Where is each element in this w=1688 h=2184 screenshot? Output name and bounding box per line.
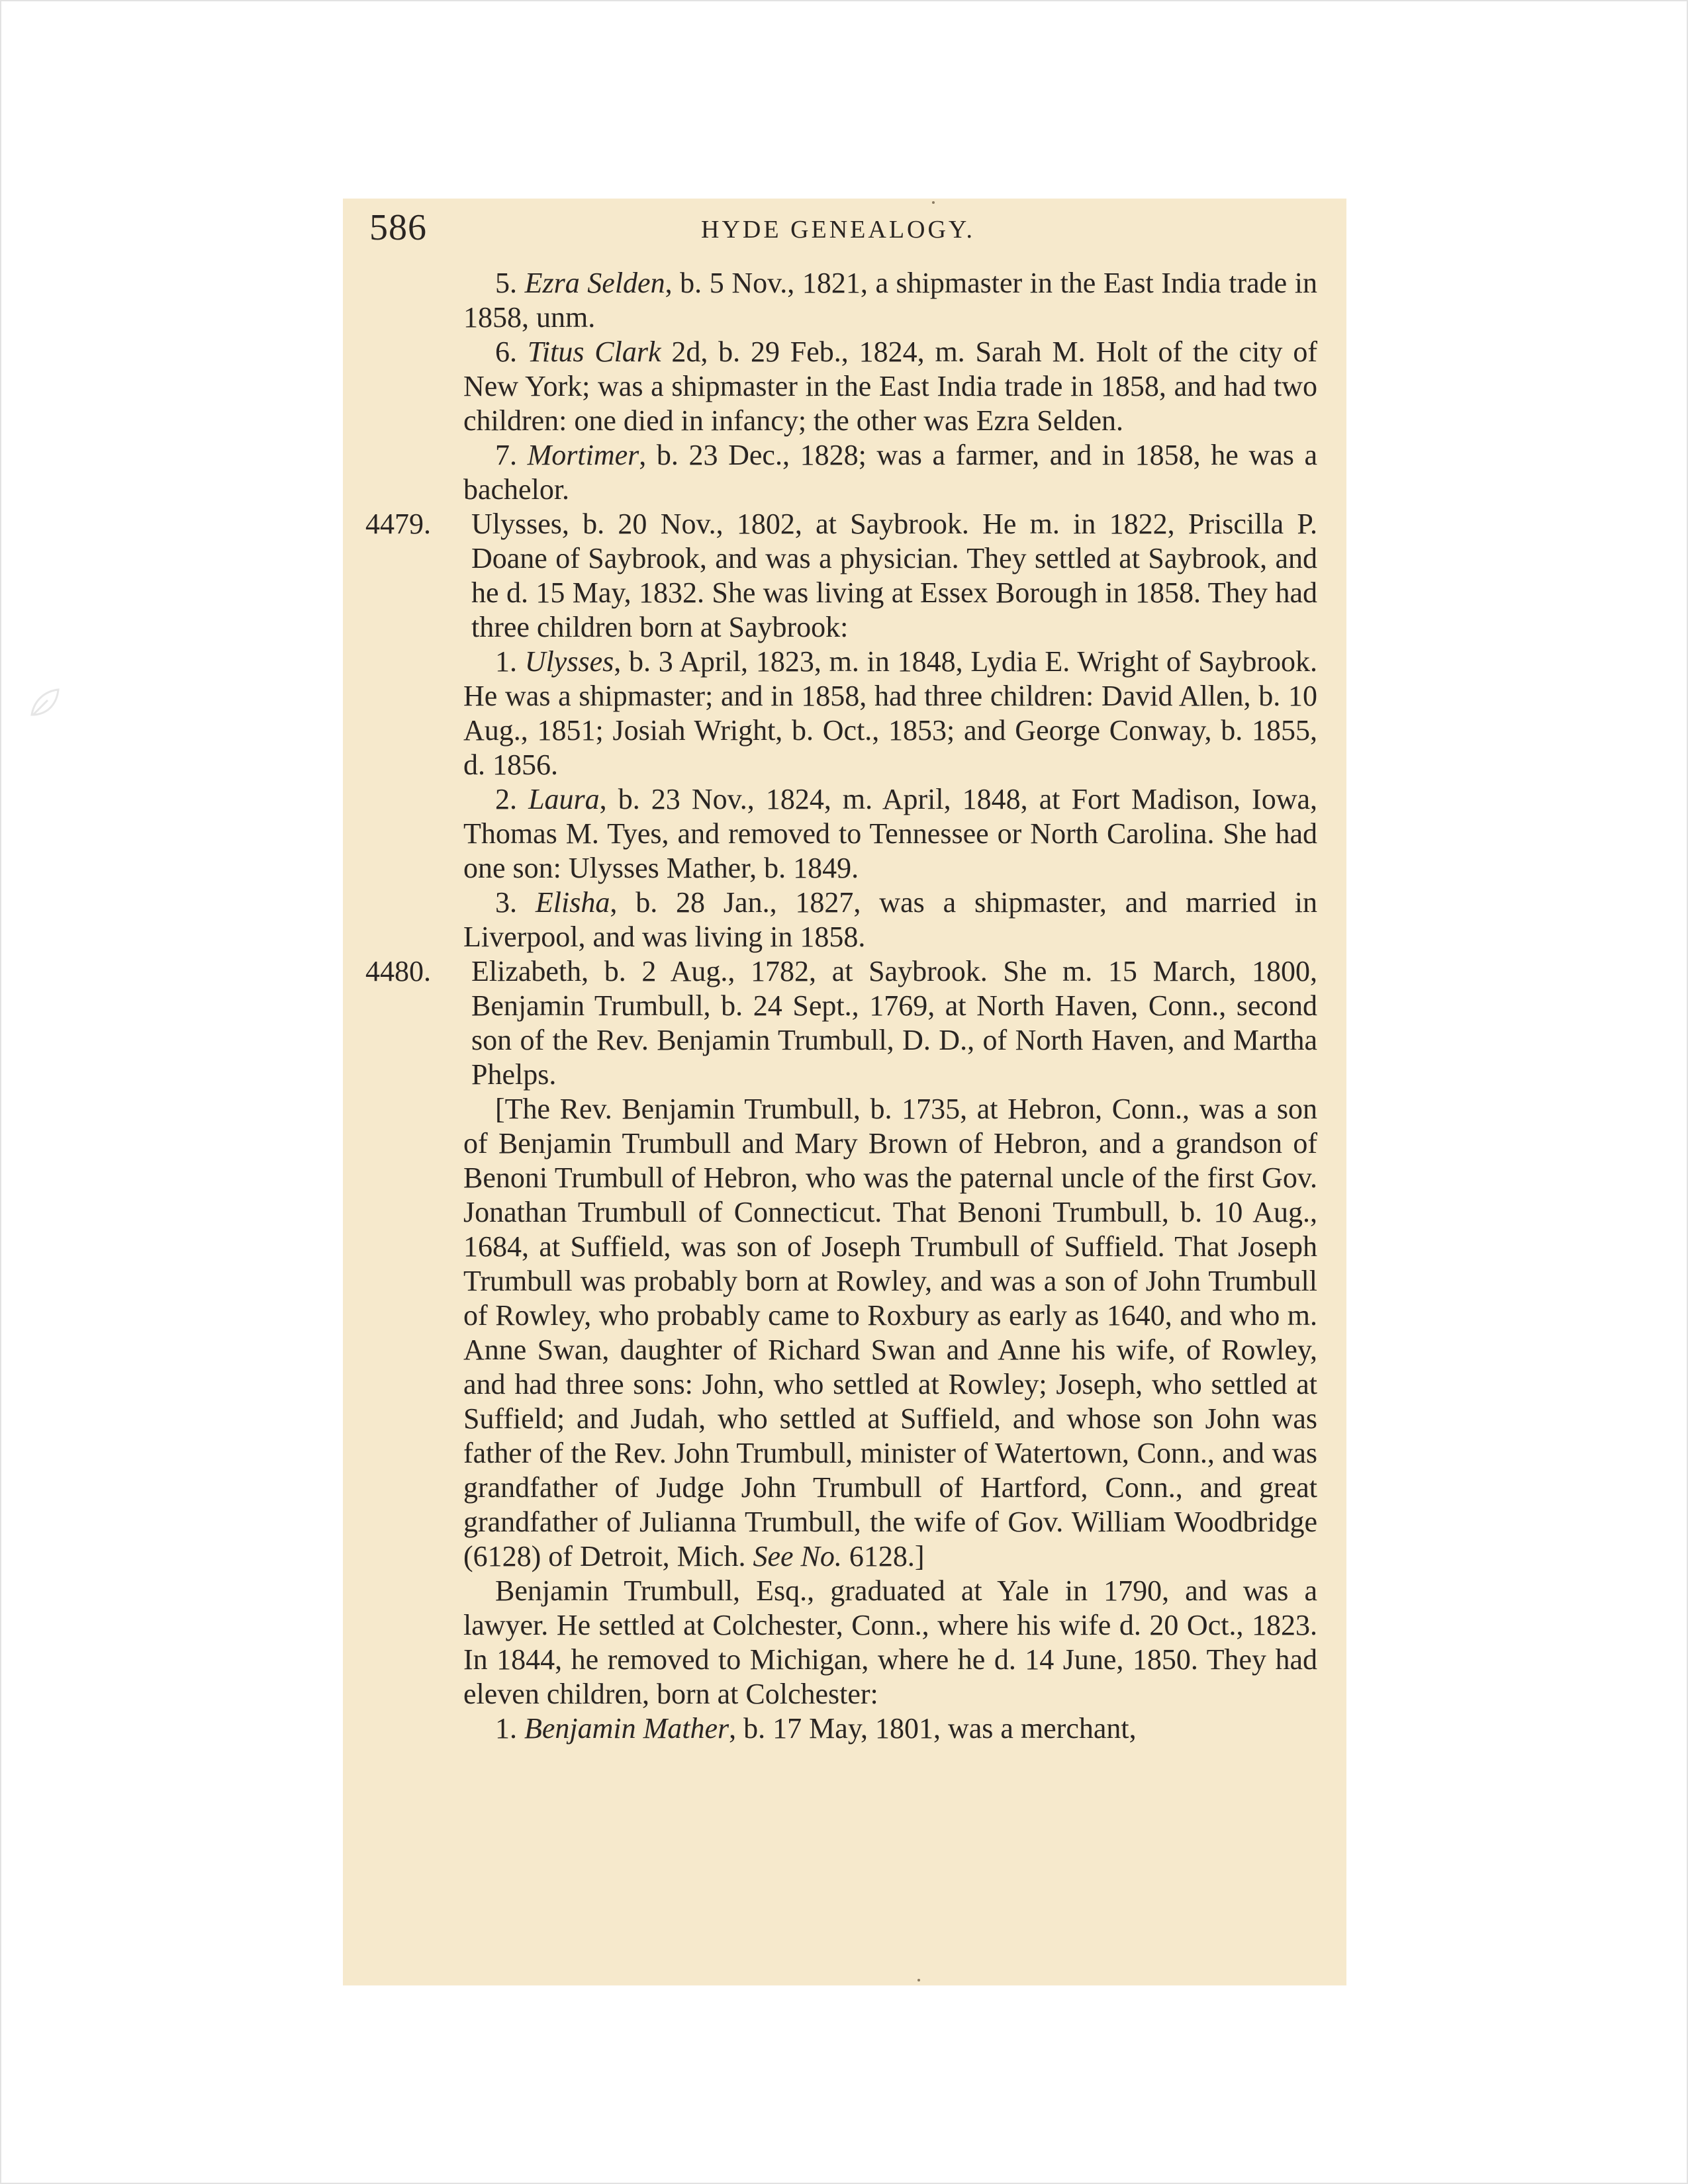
body-text <box>343 266 1346 1746</box>
leaf-watermark-icon <box>28 686 62 720</box>
child-name: Mortimer <box>527 439 639 471</box>
child-entry-mortimer: 7. Mortimer, b. 23 Dec., 1828; was a farmer, and in 1858, he was a bachelor. <box>463 439 1318 506</box>
child-entry-titus-clark: 6. Titus Clark 2d, b. 29 Feb., 1824, m. Sarah M. Holt of the city of New York; was a shipmaster in the East India trade in 1858, and had two children: one died in infancy; the other was Ezra Selden. <box>463 336 1318 437</box>
cross-reference: See No. <box>753 1540 842 1572</box>
child-entry-ulysses: 1. Ulysses, b. 3 April, 1823, m. in 1848, Lydia E. Wright of Saybrook. He was a shipmaster; and in 1858, had three children: David Allen, b. 10 Aug., 1851; Josiah Wright, b. Oct., 1853; and George Conway, b. 1855, d. 1856. <box>463 645 1318 781</box>
child-entry-laura: 2. Laura, b. 23 Nov., 1824, m. April, 1848, at Fort Madison, Iowa, Thomas M. Tyes, and removed to Tennessee or North Carolina. She had one son: Ulysses Mather, b. 1849. <box>463 783 1317 884</box>
page-number: 586 <box>369 207 427 248</box>
print-speck <box>917 1979 920 1981</box>
print-speck <box>932 201 935 204</box>
child-entry-elisha: 3. Elisha, b. 28 Jan., 1827, was a shipmaster, and married in Liverpool, and was living in 1858. <box>463 886 1318 953</box>
scanned-page <box>343 199 1346 1985</box>
entry-number: 4480. <box>365 955 431 987</box>
child-name: Benjamin Mather <box>524 1712 729 1745</box>
entry-4479: 4479. Ulysses, b. 20 Nov., 1802, at Saybrook. He m. in 1822, Priscilla P. Doane of Saybrook, and was a physician. They settled at Saybrook, and he d. 15 May, 1832. She was living at Essex Borough in 1858. They had three children born at Saybrook: <box>365 508 1317 643</box>
child-name: Elisha <box>535 886 610 919</box>
child-name: Ulysses <box>524 645 614 678</box>
running-title: HYDE GENEALOGY. <box>701 216 975 244</box>
benjamin-trumbull-paragraph: Benjamin Trumbull, Esq., graduated at Yale in 1790, and was a lawyer. He settled at Colchester, Conn., where his wife d. 20 Oct., 1823. In 1844, he removed to Michigan, where he d. 14 June, 1850. They had eleven children, born at Colchester: <box>463 1574 1317 1710</box>
entry-number: 4479. <box>365 508 431 540</box>
child-name: Laura <box>528 783 600 815</box>
child-name: Ezra Selden <box>524 267 665 299</box>
child-name: Titus Clark <box>527 336 661 368</box>
running-head <box>356 208 1320 248</box>
trumbull-ancestry-note: [The Rev. Benjamin Trumbull, b. 1735, at Hebron, Conn., was a son of Benjamin Trumbull and Mary Brown of Hebron, and a grandson of Benoni Trumbull of Hebron, who was the paternal uncle of the first Gov. Jonathan Trumbull of Connecticut. That Benoni Trumbull, b. 10 Aug., 1684, at Suffield, was son of Joseph Trumbull of Suffield. That Joseph Trumbull was probably born at Rowley, and was a son of John Trumbull of Rowley, who probably came to Roxbury as early as 1640, and who m. Anne Swan, daughter of Richard Swan and Anne his wife, of Rowley, and had three sons: John, who settled at Rowley; Joseph, who settled at Suffield; and Judah, who settled at Suffield, and whose son John was father of the Rev. John Trumbull, minister of Watertown, Conn., and was grandfather of Judge John Trumbull of Hartford, Conn., and great grandfather of Julianna Trumbull, the wife of Gov. William Woodbridge (6128) of Detroit, Mich. See No. 6128.] <box>463 1093 1317 1572</box>
child-entry-ezra-selden: 5. Ezra Selden, b. 5 Nov., 1821, a shipmaster in the East India trade in 1858, unm. <box>463 267 1318 334</box>
entry-4480: 4480. Elizabeth, b. 2 Aug., 1782, at Saybrook. She m. 15 March, 1800, Benjamin Trumbull, b. 24 Sept., 1769, at North Haven, Conn., second son of the Rev. Benjamin Trumbull, D. D., of North Haven, and Martha Phelps. <box>365 955 1317 1091</box>
child-entry-benjamin-mather: 1. Benjamin Mather, b. 17 May, 1801, was a merchant, <box>495 1712 1137 1745</box>
